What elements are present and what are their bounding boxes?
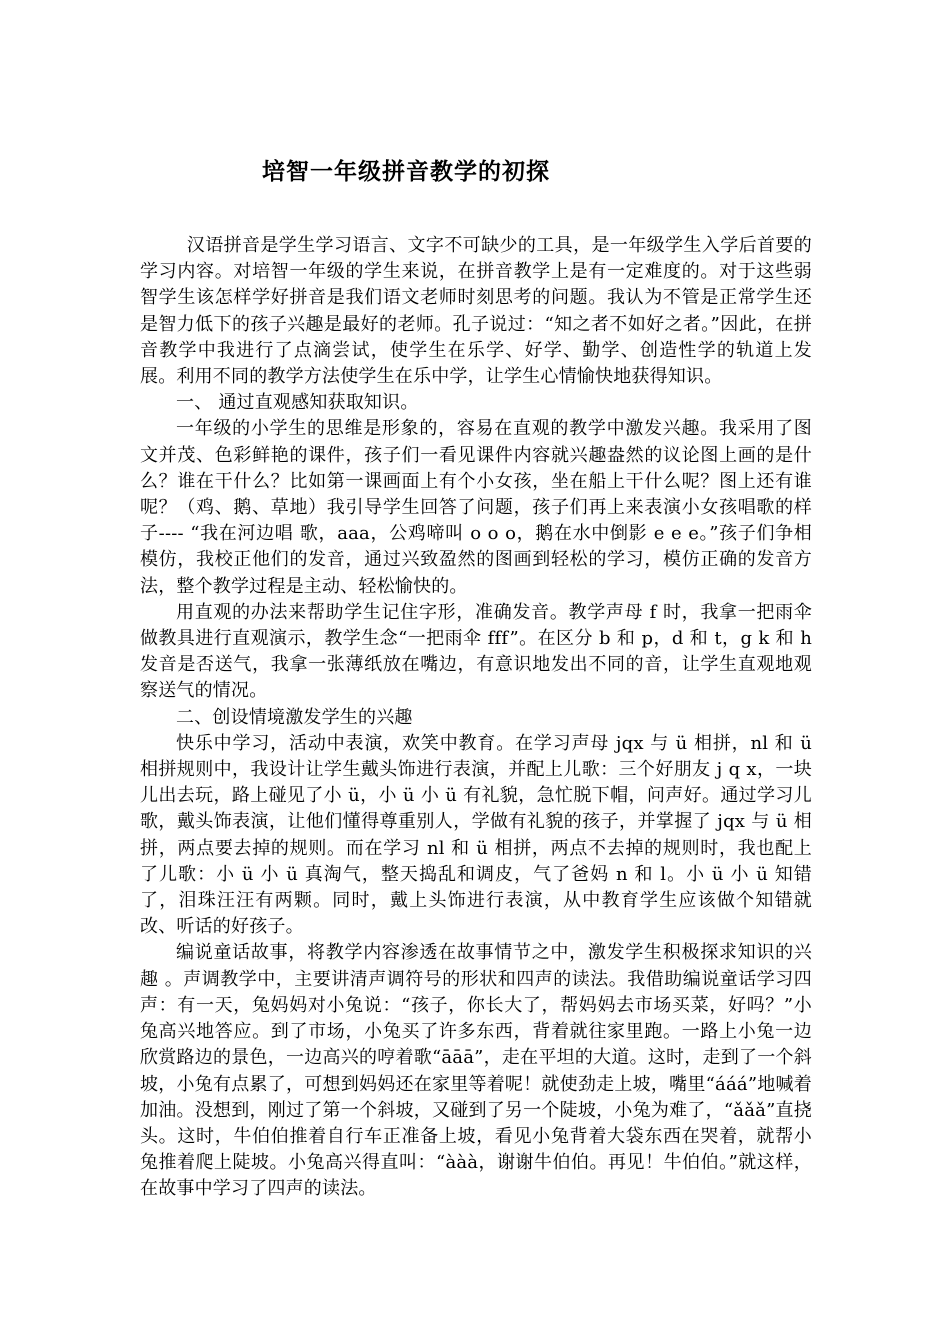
section-heading-1: 一、 通过直观感知获取知识。 [176,392,419,414]
document-body [140,233,812,1203]
paragraph-visual-pronunciation: 用直观的办法来帮助学生记住字形，准确发音。教学声母 f 时，我拿一把雨伞做教具进行直观演示，教学生念“一把雨伞 fff”。在区分 b 和 p，d 和 t，g k 和 h 发音是否送气，我拿一张薄纸放在嘴边，有意识地发出不同的音，让学生直观地观察送气的情况。 [140,601,812,702]
paragraph-intro: 汉语拼音是学生学习语言、文字不可缺少的工具，是一年级学生入学后首要的学习内容。对培智一年级的学生来说，在拼音教学上是有一定难度的。对于这些弱智学生该怎样学好拼音是我们语文老师时刻思考的问题。我认为不管是正常学生还是智力低下的孩子兴趣是最好的老师。孔子说过：“知之者不如好之者。”因此，在拼音教学中我进行了点滴尝试，使学生在乐学、好学、勤学、创造性学的轨道上发展。利用不同的教学方法使学生在乐中学，让学生心情愉快地获得知识。 [140,235,812,388]
document-page [140,0,812,1344]
paragraph-visual-courseware: 一年级的小学生的思维是形象的，容易在直观的教学中激发兴趣。我采用了图文并茂、色彩鲜艳的课件，孩子们一看见课件内容就兴趣盎然的议论图上画的是什么？谁在干什么？比如第一课画面上有个小女孩，坐在船上干什么呢？图上还有谁呢？（鸡、鹅、草地）我引导学生回答了问题，孩子们再上来表演小女孩唱歌的样子---- “我在河边唱 歌，aaa，公鸡啼叫 o o o，鹅在水中倒影 e e e。”孩子们争相模仿，我校正他们的发音，通过兴致盈然的图画到轻松的学习，模仿正确的发音方法，整个教学过程是主动、轻松愉快的。 [140,418,812,597]
section-heading-2: 二、创设情境激发学生的兴趣 [176,706,413,728]
document-title: 培智一年级拼音教学的初探 [262,159,550,185]
paragraph-performance: 快乐中学习，活动中表演，欢笑中教育。在学习声母 jqx 与 ü 相拼，nl 和 ü 相拼规则中，我设计让学生戴头饰进行表演，并配上儿歌：三个好朋友 j q x，一块儿出去玩，路上碰见了小 ü，小 ü 小 ü 有礼貌，急忙脱下帽，问声好。通过学习儿歌，戴头饰表演，让他们懂得尊重别人，学做有礼貌的孩子，并掌握了 jqx 与 ü 相拼，两点要去掉的规则。而在学习 nl 和 ü 相拼，两点不去掉的规则时，我也配上了儿歌：小 ü 小 ü 真淘气，整天捣乱和调皮，气了爸妈 n 和 l。小 ü 小 ü 知错了，泪珠汪汪有两颗。同时，戴上头饰进行表演，从中教育学生应该做个知错就改、听话的好孩子。 [140,732,812,938]
paragraph-fairy-tale: 编说童话故事，将教学内容渗透在故事情节之中，激发学生积极探求知识的兴趣 。声调教学中，主要讲清声调符号的形状和四声的读法。我借助编说童话学习四声：有一天，兔妈妈对小兔说：“孩子，你长大了，帮妈妈去市场买菜，好吗？”小兔高兴地答应。到了市场，小兔买了许多东西，背着就往家里跑。一路上小兔一边欣赏路边的景色，一边高兴的哼着歌“āāā”，走在平坦的大道。这时，走到了一个斜坡，小兔有点累了，可想到妈妈还在家里等着呢！就使劲走上坡，嘴里“ááá”地喊着加油。没想到，刚过了第一个斜坡，又碰到了另一个陡坡，小兔为难了，“ǎǎǎ”直挠头。这时，牛伯伯推着自行车正准备上坡，看见小兔背着大袋东西在哭着，就帮小兔推着爬上陡坡。小兔高兴得直叫：“ààà，谢谢牛伯伯。再见！牛伯伯。”就这样，在故事中学习了四声的读法。 [140,942,812,1200]
